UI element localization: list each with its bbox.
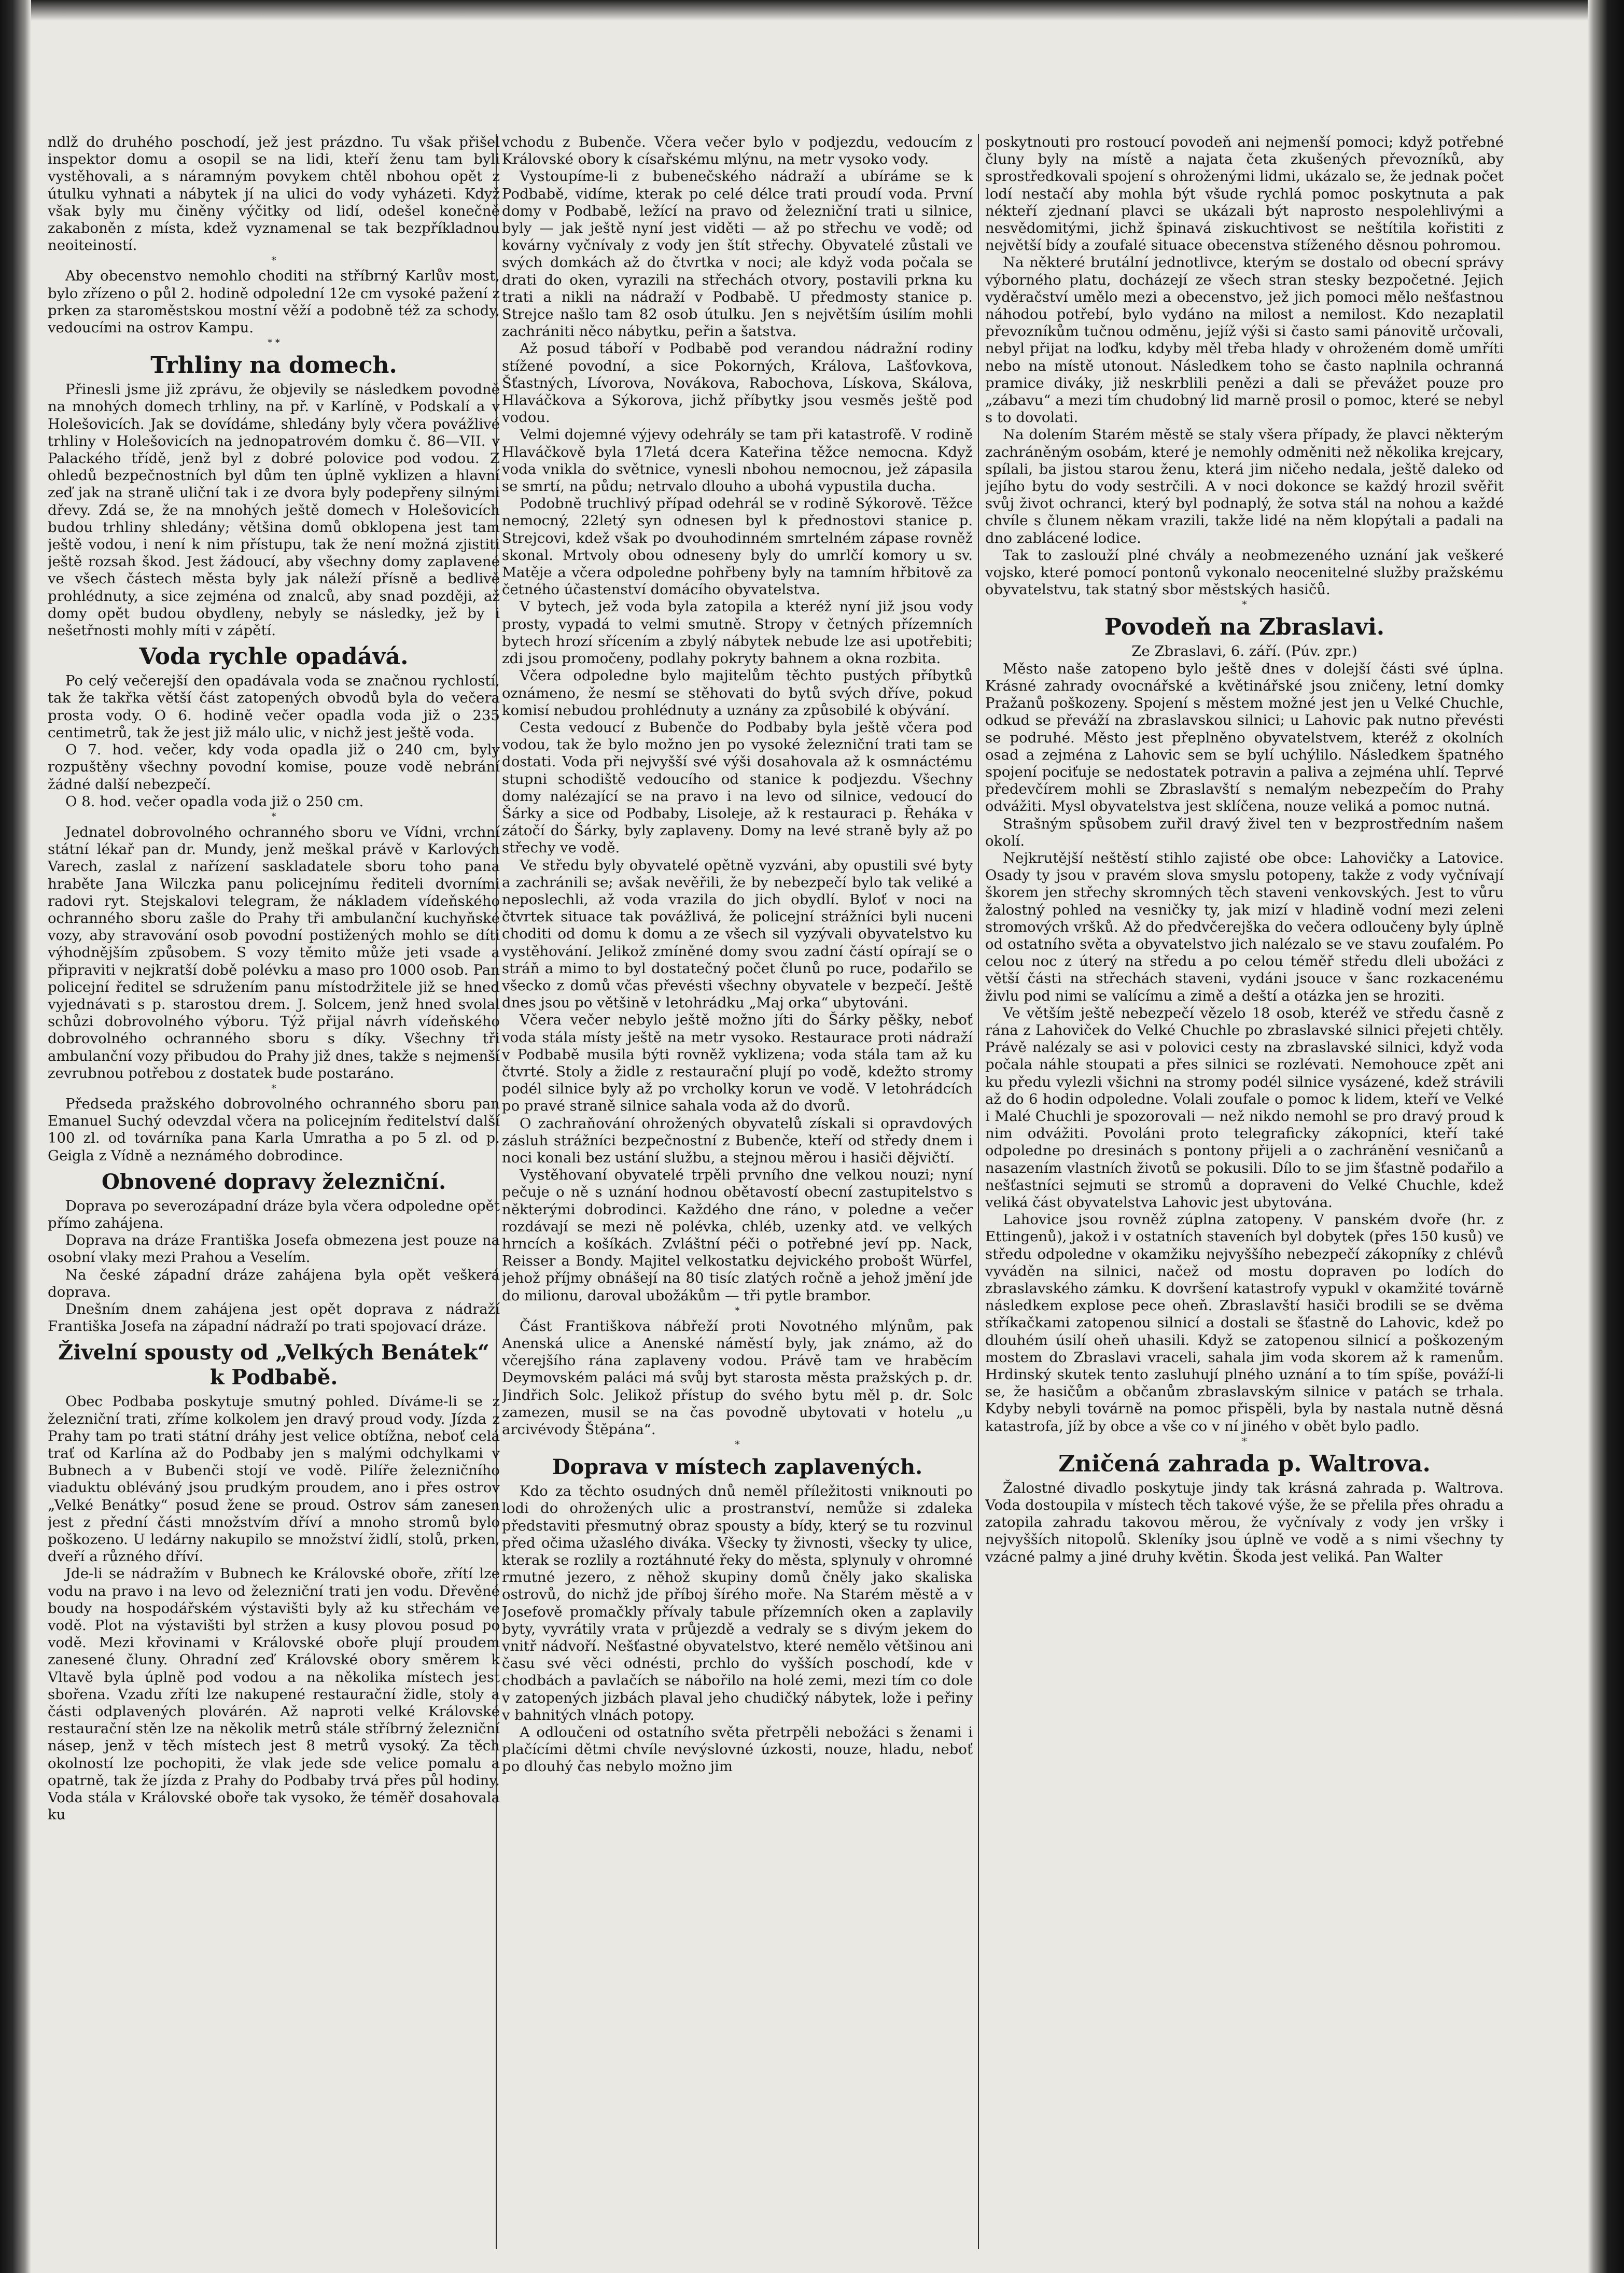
scan-edge-left [0, 0, 31, 2273]
paragraph: Předseda pražského dobrovolného ochranného sboru pan Emanuel Suchý odevzdal včera na policejním ředitelství další 100 zl. od továrníka pana Karla Umratha a po 5 zl. od p. Geigla z Vídně a neznámého dobrodince. [48, 1095, 500, 1164]
scan-edge-top [0, 0, 1624, 21]
paragraph: O zachraňování ohrožených obyvatelů získali si opravdových zásluh strážníci bezpečnostní z Bubenče, kteří od středy dnem i noci konali bez ustání službu, a stejnou měrou i hasiči dějvičtí. [502, 1115, 973, 1166]
paragraph: Město naše zatopeno bylo ještě dnes v dolejší části své úplna. Krásné zahrady ovocnářské a květinářské jsou zničeny, letní domky Pražanů poškozeny. Spojení s městem možné jest jen u Velké Chuchle, odkud se převáží na zbraslavskou silnici; u Lahovic pak nutno převésti se podruhé. Město jest přeplněno obyvatelstvem, kteréž z okolních osad a zejména z Lahovic sem se bylí uchýlilo. Následkem špatného spojení pociťuje se nedostatek potravin a paliva a zejména uhlí. Teprvé předevčírem mohli se Zbraslavští s nemalým nebezpečím do Prahy odvážiti. Mysl obyvatelstva jest sklíčena, nouze veliká a pomoc nutná. [985, 660, 1504, 815]
paragraph: Část Františkova nábřeží proti Novotného mlýnům, pak Anenská ulice a Anenské náměstí byly, jak známo, až do včerejšího rána zaplaveny vodou. Právě tam ve hraběcím Deymovském paláci má svůj byt starosta města pražských p. dr. Jindřich Solc. Jelikož přístup do svého bytu měl p. dr. Solc zamezen, musil se na čas povodně ubytovati v hotelu „u arcivévody Štěpána“. [502, 1317, 973, 1438]
paragraph: Tak to zaslouží plné chvály a neobmezeného uznání jak veškeré vojsko, které pomocí pontonů vykonalo neocenitelné služby pražskému obyvatelstvu, tak statný sbor městských hasičů. [985, 546, 1504, 598]
paragraph: Po celý večerejší den opadávala voda se značnou rychlostí, tak že takřka větší část zatopených obvodů byla do večera prosta vody. O 6. hodině večer opadla voda již o 235 centimetrů, tak že jest již málo ulic, v nichž jest ještě voda. [48, 672, 500, 741]
separator-star: * [271, 255, 276, 266]
paragraph: Velmi dojemné výjevy odehrály se tam při katastrofě. V rodině Hlaváčkově byla 17letá dcera Kateřina těžce nemocna. Když voda vnikla do světnice, vynesli nbohou nemocnou, jež zápasila se smrtí, na půdu; netrvalo dlouho a ubohá vypustila ducha. [502, 426, 973, 495]
paragraph: ndlž do druhého poschodí, jež jest prázdno. Tu však přišel inspektor domu a osopil se na lidi, kteří ženu tam byli vystěhovali, a s náramným povykem chtěl nbohou opět z útulku vyhnati a nábytek jí na ulici do vody vyházeti. Když však byly mu činěny výčitky od lidí, odešel konečně zakaboněn z místa, kdež vyznamenal se tak bezpříkladnou neoiteiností. [48, 134, 500, 254]
paragraph: Kdo za těchto osudných dnů neměl příležitosti vniknouti po lodi do ohrožených ulic a prostranství, nemůže si zdaleka představiti přesmutný obraz spousty a bídy, který se tu rozvinul před očima užaslého diváka. Všecky ty živnosti, všecky ty ulice, kterak se rozlily a roztáhnuté řeky do města, splynuly v ohromné rmutné jezero, z něhož skupiny domů čněly jako skaliska ostrovů, do nichž jde příboj šírého moře. Na Starém městě a v Josefově promačkly přívaly tabule přízemních oken a zaplavily byty, vyvrátily vrata v průjezdě a vedraly se s divým jekem do vnitř nádvoří. Nešťastné obyvatelstvo, které nemělo většinou ani času své věci odnésti, prchlo do vyšších poschodí, kde v chodbách a pavlačích se nábořilo na holé zemi, mezi tím co dole v zatopených jizbách plaval jeho chudičký nábytek, lože i peřiny v bahnitých vlnách potopy. [502, 1483, 973, 1723]
paragraph: Doprava na dráze Františka Josefa obmezena jest pouze na osobní vlaky mezi Prahou a Veselím. [48, 1232, 500, 1266]
paragraph: Dnešním dnem zahájena jest opět doprava z nádraží Františka Josefa na západní nádraží po trati spojovací dráze. [48, 1300, 500, 1335]
paragraph: A odloučeni od ostatního světa přetrpěli nebožáci s ženami i plačícími dětmi chvíle nevýslovné úzkosti, nouze, hladu, neboť po dlouhý čas nebylo možno jim [502, 1724, 973, 1775]
paragraph: Včera odpoledne bylo majitelům těchto pustých příbytků oznámeno, že nesmí se stěhovati do bytů svých dříve, pokud komisí nebudou prohlédnuty a uznány za způsobilé k obývání. [502, 667, 973, 719]
article-heading: Voda rychle opadává. [139, 643, 409, 670]
paragraph: Na dolením Starém městě se staly všera případy, že plavci některým zachráněným osobám, které je nemohly odměniti než několika krejcary, spílali, ba jistou starou ženu, která jim ničeho nedala, ještě dalekо od jejího bytu do vody sestrčili. A v noci dokonce se každý hrozil svěřit svůj život ochranci, který byl podnaplý, že sotva stál na nohou a každé chvíle s člunem někam vrazili, takže lidé na něm klopýtali a padali na dno zablácené lodice. [985, 426, 1504, 546]
separator-star: * [271, 811, 276, 822]
paragraph: Strašným spůsobem zuřil dravý živel ten v bezprostředním našem okolí. [985, 815, 1504, 849]
paragraph: Obec Podbaba poskytuje smutný pohled. Díváme-li se z železniční trati, zříme kolkolem jen dravý proud vody. Jízda z Prahy tam po trati státní dráhy jest velice obtížna, neboť celá trať od Karlína až do Podbaby jen s malými odchylkami v Bubnech a v Bubenči stojí ve vodě. Pilíře železničního viaduktu obléváný jsou prudkým proudem, ano i přes ostrov „Velké Benátky“ posud žene se proud. Ostrov sám zanesen jest z přední části množstvím dříví a mnoho stromů bylo poškozeno. U ledárny nakupilo se množství židlí, stolů, prken, dveří a různého dříví. [48, 1393, 500, 1565]
separator-star: * [271, 1083, 276, 1094]
separator-star: * [735, 1305, 740, 1316]
paragraph: Až posud táboří v Podbabě pod verandou nádražní rodiny stížené povodní, a sice Pokorných, Králova, Lašťovkova, Šťastných, Lívorova, Novákova, Rabochova, Lískova, Skálova, Hlaváčkova a Sýkorova, jichž příbytky jsou vesměs ještě pod vodou. [502, 340, 973, 426]
separator-star: * * [268, 338, 280, 349]
paragraph: poskytnouti pro rostoucí povodeň ani nejmenší pomoci; když potřebné čluny byly na místě a najata četa zkušených převozníků, aby sprostředkovali spojení s ohroženými lidmi, ukázalo se, že jednak počet lodí nestačí aby mohla být všude rychlá pomoc poskytnuta a pak nékteří zjednaní plavci se ukázali být naprosto nespolehlivými a nesvědomitými, jichž špinavá ziskuchtivost se neštítila kořistiti z největší bídy a zoufalé situace obecenstva stíženého děsnou pohromou. [985, 134, 1504, 254]
column-1 [48, 134, 500, 2254]
column-3 [985, 134, 1504, 2254]
paragraph: Vystoupíme-li z bubenečského nádraží a ubíráme se k Podbabě, vidíme, kterak po celé délce trati proudí voda. První domy v Podbabě, ležící na pravo od železniční trati u silnice, byly — jak ještě nyní jest viděti — až po střechu ve vodě; od kovárny vyčnívaly z vody jen štít střechy. Obyvatelé zůstali ve svých domkách až do čtvrtka v noci; ale když voda počala se drati do oken, vyrazili na střechách otvory, postavili prkna ku trati a nikli na nádraží v Podbabě. U předmosty stanice p. Strejce našlo tam 82 osob útulku. Jen s největším úsilím mohli zachrániti něco nábytku, peřin a šatstva. [502, 168, 973, 340]
paragraph: Žalostné divadlo poskytuje jindy tak krásná zahrada p. Waltrova. Voda dostoupila v místech těch takové výše, že se přelila přes ohradu a zatopila zahradu takovou měrou, že vyčnívaly z vody jen vršky i nejvyšších nitopolů. Skleníky jsou úplně ve vodě a s nimi všechny ty vzácné palmy a jiné druhy květin. Škoda jest veliká. Pan Walter [985, 1479, 1504, 1565]
article-heading: Obnovené dopravy železniční. [101, 1169, 446, 1194]
paragraph: vchodu z Bubenče. Včera večer bylo v podjezdu, vedoucím z Královské obory k císařskému mlýnu, na metr vysoko vody. [502, 134, 973, 168]
paragraph: Aby obecenstvo nemohlo choditi na stříbrný Karlův most, bylo zřízeno o půl 2. hodině odpolední 12e cm vysoké pažení z prken za staroměstskou mostní věží a podobně též za schody, vedoucími na ostrov Kampu. [48, 268, 500, 336]
paragraph: Lahovice jsou rovněž zúplna zatopeny. V panském dvoře (hr. z Ettingenů), jakož i v ostatních staveních byl dobytek (přes 150 kusů) ve středu odpoledne v okamžiku nejvyššího nebezpečí zákopníky z chlévů vyváděn na silnici, načež od mostu dopraven po lodích do zbraslavského zámku. K dovršení katastrofy vypukl v okamžité továrně následkem explose pece oheň. Zbraslavští hasiči brodili se se dvěma stříkačkami zatopenou silnicí a dostali se šťastně do Lahovic, kdež po dlouhém úsilí oheň uhasili. Když se zatopenou silnicí a poškozeným mostem do Zbraslavi vraceli, sahala jim voda skorem až k ramenům. Hrdinský skutek tento zasluhují plného uznání a to tím spíše, pováží-li se, že hasičům a občanům zbraslavským silnice v patách se trhala. Kdyby nebyli továrně na pomoc přispěli, byla by nastala nutně děsná katastrofa, jíž by obce a vše co v ní jiného v obět bylo padlo. [985, 1211, 1504, 1435]
article-heading: Trhliny na domech. [150, 352, 397, 379]
article-heading: Povodeň na Zbraslavi. [1104, 614, 1385, 641]
paragraph: Na české západní dráze zahájena byla opět veškerá doprava. [48, 1266, 500, 1300]
paragraph: Jde-li se nádražím v Bubnech ke Královské oboře, zřítí lze vodu na pravo i na levo od železniční trati jen vodu. Dřevěné boudy na hospodářském výstavišti byly až ku střechám ve vodě. Plot na výstavišti byl stržen a kusy plovou posud po vodě. Mezi křovinami v Královské oboře plují proudem zanesené čluny. Ohradní zeď Královské obory směrem k Vltavě byla úplně pod vodou a na několika místech jest sbořena. Vzadu zříti lze nakupené restaurační židle, stoly a části odplavených plovárén. Až naproti velké Královské restaurační stěn lze na několik metrů stále stříbrný železniční násep, jenž v těch místech jest 8 metrů vysoký. Za těch okolností lze pochopiti, že vlak jede sde velice pomalu a opatrně, tak že jízda z Prahy do Podbaby trvá přes půl hodiny. Voda stála v Královské oboře tak vysoko, že téměř dosahovala ku [48, 1565, 500, 1823]
paragraph: Ve středu byly obyvatelé opětně vyzváni, aby opustili své byty a zachránili se; avšak nevěřili, že by nebezpečí bylo tak veliké a neposlechli, až voda vrazila do jich obydlí. Byloť v noci na čtvrtek situace tak povážlivá, že policejní strážníci byli nuceni choditi od domu k domu a ze všech sil vyzývali obyvatelstvo ku vystěhování. Jelikož zmíněné domy svou zadní částí opírají se o stráň a mimo to byl dostatečný počet člunů po ruce, podařilo se všecko z domů včas převésti všechny obyvatele v bezpečí. Ještě dnes jsou po většině v letohrádku „Maj orka“ ubytováni. [502, 857, 973, 1012]
paragraph: Ve větším ještě nebezpečí vězelo 18 osob, kteréž ve středu časně z rána z Lahoviček do Velké Chuchle po zbraslavské silnici přejeti chtěly. Právě nalézaly se asi v polovici cesty na zbraslavské silnici, když voda počala náhle stoupati a přes silnici se rozlévati. Nemohouce zpět ani ku předu vylezli všichni na stromy podél silnice vysázené, kdež strávili až do 6 hodin odpoledne. Volali zoufale o pomoc k lidem, kteří ve Velké i Malé Chuchli je spozorovali — než nikdo nemohl se pro dravý proud k nim odvážiti. Povoláni proto telegraficky zákopníci, kteří také odpoledne po dresinách s pontony přijeli a o zachránění vesničanů a nasazením vlastních životů se pokusili. Dílo to se jim šťastně podařilo a nešťastníci sejmuti se stromů a dopraveni do Velké Chuchle, kdež veliká část obyvatelstva Lahovic jest ubytována. [985, 1004, 1504, 1211]
paragraph: Cesta vedoucí z Bubenče do Podbaby byla ještě včera pod vodou, tak že bylo možno jen po vysoké železniční trati tam se dostati. Voda při nejvyšší své výši dosahovala až k osmnáctému stupni schodiště vedoucího od stanice k podjezdu. Všechny domy nalézající se na pravo i na levo od silnice, vedoucí do Šárky a sice od Podbaby, Lisoleje, až k restauraci p. Řeháka v zátočí do Šárky, byly zaplaveny. Domy na levé straně byly až po střechy ve vodě. [502, 719, 973, 857]
paragraph: Jednatel dobrovolného ochranného sboru ve Vídni, vrchní státní lékař pan dr. Mundy, jenž meškal právě v Karlových Varech, zaslal z nařízení saskladatele sboru toho pana hraběte Jana Wilczka panu policejnímu řediteli dvorními radovi ryt. Stejskalovi telegram, že nákladem vídeňského ochranného sboru zašle do Prahy tři ambulanční kuchyňské vozy, aby stravování osob povodní postižených mohlo se díti výhodnějším způsobem. S vozy těmito může jeti vsade a připraviti v nejkratší době polévku a maso pro 1000 osob. Pan policejní ředitel se sdružením panu místodržitele již se hned vyjednávati s p. starostou drem. J. Solcem, jenž hned svolal schůzi dobrovolného výboru. Týž přijal návrh vídeňského dobrovolného ochranného sboru s díky. Všechny tři ambulanční vozy přibudou do Prahy již dnes, takže s nejmenší zevrubnou potřebou z dostatek bude postaráno. [48, 823, 500, 1082]
paragraph: V bytech, jež voda byla zatopila a kteréž nyní již jsou vody prosty, vypadá to velmi smutně. Stropy v četných přízemních bytech hrozí sřícením a zbylý nábytek nebude lze asi upotřebiti; zdi jsou promočeny, podlahy pokryty bahnem a okna rozbita. [502, 598, 973, 667]
separator-star: * [1242, 1436, 1247, 1447]
paragraph: Včera večer nebylo ještě možno jíti do Šárky pěšky, neboť voda stála místy ještě na metr vysoko. Restaurace proti nádraží v Podbabě musila býti rovněž vyklizena; voda stála tam až ku čtvrté. Stoly a židle z restaurační plují po vodě, kdežto stromy podél silnice byly až po vrcholky korun ve vodě. V letohrádcích po pravé straně silnice sahala voda až do dvorů. [502, 1012, 973, 1115]
paragraph: Přinesli jsme již zprávu, že objevily se následkem povodně na mnohých domech trhliny, na př. v Karlíně, v Podskalí a v Holešovicích. Jak se dovídáme, shledány byly včera povážlivé trhliny v Holešovicích na jednopatrovém domku č. 86—VII. v Palackého třídě, jenž byl z dobré polovice pod vodou. Z ohledů bezpečnostních byl dům ten úplně vyklizen a hlavní zeď jak na straně uliční tak i ze dvora byly podepřeny silnými dřevy. Zdá se, že na mnohých ještě domech v Holešovicích budou trhliny shledány; většina domů obklopena jest tam ještě vodou, i není k nim přístupu, tak že není možná zjistiti ještě rozsah škod. Jest žádoucí, aby všechny domy zaplavené ve všech částech města byly jak náleží přísně a bedlivě prohlédnuty, a sice zejména od znalců, aby snad později, až domy opět budou obydleny, nebyly se následky, jež by i nešetřnosti mohly míti v zápětí. [48, 381, 500, 639]
paragraph: Vystěhovaní obyvatelé trpěli prvního dne velkou nouzi; nyní pečuje o ně s uznání hodnou obětavostí obecní zastupitelstvo s některými dobrodinci. Každého dne ráno, v poledne a večer rozdávají se mezi ně polévka, chléb, uzenky atd. ve velkých hrncích a košíkách. Zvláštní péči o potřebné jeví pp. Nack, Reisser a Bondy. Majitel velkostatku dejvického probošt Würfel, jehož příjmy obnášejí na 80 tisíc zlatých ročně a jehož jmění jde do milionu, daroval ubožákům — tři pytle brambor. [502, 1167, 973, 1304]
paragraph: O 8. hod. večer opadla voda již o 250 cm. [65, 793, 364, 810]
scan-edge-right [1588, 0, 1624, 2273]
paragraph: Nejkrutější neštěstí stihlo zajisté obe obce: Lahovičky a Latovice. Osady ty jsou v pravém slova smyslu potopeny, takže z vody vyčnívají škorem jen střechy skromných těch staveni venkovských. Jest to vůru žalostný pohled na vesničky ty, jak mizí v hladině vodní mezi zeleni stromových vršků. Až do předvčerejška do večera odloučeny byly úplně od ostatního světa a obyvatelstvo jich nalézalo se ve stavu zoufalém. Po celou noc z úterý na středu a po celou téměř středu dleli ubožáci z větší části na střechách staveni, vydáni jsouce v šanc rozkacenému živlu pod nimi se valícímu a zimě a deští a otázka jen se hroziti. [985, 849, 1504, 1004]
dateline: Ze Zbraslavi, 6. září. (Púv. zpr.) [1131, 643, 1357, 660]
paragraph: Doprava po severozápadní dráze byla včera odpoledne opět přímo zahájena. [48, 1197, 500, 1231]
column-2 [502, 134, 973, 2254]
separator-star: * [1242, 599, 1247, 611]
column-divider-2 [978, 134, 979, 2249]
article-heading: Živelní spousty od „Velkých Benátek“ k Podbabě. [58, 1340, 489, 1390]
paragraph: O 7. hod. večer, kdy voda opadla již o 240 cm, byly rozpuštěny všechny povodní komise, pouze vodě nebrání žádné další nebezpečí. [48, 741, 500, 793]
paragraph: Na některé brutální jednotlivce, kterým se dostalo od obecní správy výborného platu, docházejí ze všech stran stesky bezpočetné. Jejich vyděračství umělo mezi a obecenstvo, jež jich pomoci mělo nešťastnou náhodou potřebí, bylo vydáno na milost a nemilost. Kdo nezaplatil převozníkům tučnou odměnu, jejíž výši si často sami pánovitě určovali, nebyl přijat na loďku, kdyby měl třeba hlady v ohroženém domě umříti nebo na místě utonout. Následkem toho se často naplnila ochranná pramice diváky, již neskrblili penězi a dali se převážet pouze pro „zábavu“ a mezi tím chudobný lid marně prosil o pomoc, které se nebyl s to dovolati. [985, 254, 1504, 426]
article-heading: Doprava v místech zaplavených. [552, 1455, 922, 1480]
article-heading: Zničená zahrada p. Waltrova. [1058, 1450, 1431, 1477]
paragraph: Podobně truchlivý případ odehrál se v rodině Sýkorově. Těžce nemocný, 22letý syn odnesen byl k přednostovi stanice p. Strejcovi, kdež však po dvouhodinném smrtelném zápase rovněž skonal. Mrtvoly obou odneseny byly do umrlčí komory u sv. Matěje a včera odpoledne pohřbeny byly na tamním hřbitově za četného účastenství domácího obyvatelstva. [502, 495, 973, 598]
separator-star: * [735, 1439, 740, 1451]
